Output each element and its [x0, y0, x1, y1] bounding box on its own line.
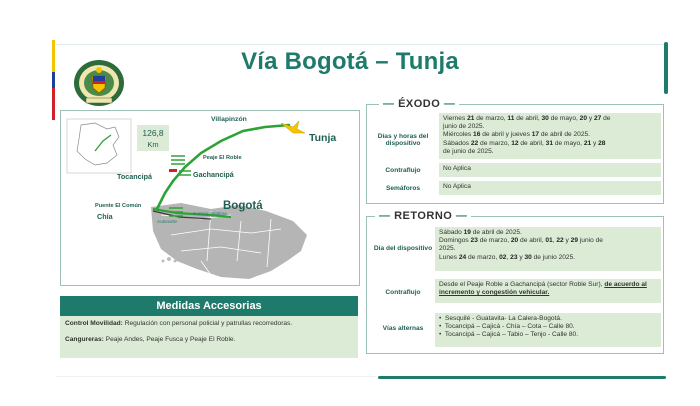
top-divider: [56, 44, 666, 45]
label-puente-comun: Puente El Común: [95, 203, 142, 209]
tunja-marker-icon: [281, 121, 305, 133]
page-title: Vía Bogotá – Tunja: [241, 48, 459, 75]
label-tunja: Tunja: [309, 132, 337, 144]
exodo-dias-value: Viernes 21 de marzo, 11 de abril, 30 de mayo, 20 y 27 de junio de 2025. Miércoles 16 de abril y jueves 17 de abril de 2025. Sábados 22 de marzo, 12 de abril, 31 de mayo, 21 y 28 de junio de 2025.: [439, 113, 661, 159]
medidas-header: Medidas Accesorias: [60, 296, 358, 316]
label-peaje-roble: Peaje El Roble: [203, 155, 242, 161]
distance-value: 126,8: [142, 128, 164, 138]
control-label: Control Movilidad:: [65, 320, 123, 327]
exodo-dias-label: Días y horas del dispositivo: [377, 133, 429, 147]
bottom-accent-bar: [378, 376, 666, 379]
label-carrera-septima: Carrera Séptima: [193, 211, 227, 216]
exodo-semaforos-label: Semáforos: [385, 185, 421, 192]
retorno-contraflujo-text: Desde el Peaje Roble a Gachancipá (sector Roble Sur),: [439, 281, 605, 288]
cangureras: [65, 336, 353, 343]
retorno-contraflujo-label: Contraflujo: [385, 289, 421, 296]
label-chia: Chía: [97, 212, 113, 221]
exodo-contraflujo-label: Contraflujo: [385, 167, 421, 174]
exodo-contraflujo-value: No Aplica: [439, 163, 661, 177]
retorno-dia-label: Día del dispositivo: [373, 245, 433, 252]
route-line: [157, 125, 289, 209]
retorno-contraflujo-link: de acuerdo al incremento y congestión vehicular.: [439, 281, 647, 297]
control-movilidad: [65, 320, 353, 327]
retorno-vias-list: [435, 313, 661, 347]
medidas-box: [60, 316, 358, 358]
exodo-title: — ÉXODO —: [379, 98, 459, 110]
roble-toll-marker: [169, 169, 177, 172]
flag-stripe-red: [52, 88, 55, 120]
route-map: [60, 110, 360, 286]
exodo-semaforos-value: No Aplica: [439, 181, 661, 195]
retorno-dia-value: Sábado 19 de abril de 2025. Domingos 23 de marzo, 20 de abril, 01, 22 y 29 junio de 2025. Lunes 24 de marzo, 02, 23 y 30 de junio 2025.: [435, 227, 661, 271]
via-item: • Sesquilé - Guatavita- La Calera-Bogotá.: [439, 315, 562, 322]
label-autonorte: Autonorte: [157, 219, 177, 224]
label-gachancipa: Gachancipá: [193, 170, 234, 179]
via-item: • Tocancipá – Cajicá - Chía – Cota – Calle 80.: [439, 323, 575, 331]
retorno-vias-label: Vías alternas: [382, 325, 424, 332]
via-item: • Tocancipá – Cajicá – Tabio – Tenjo - Calle 80.: [439, 331, 579, 339]
label-villapinzon: Villapinzón: [211, 116, 247, 123]
label-tocancipa: Tocancipá: [117, 172, 153, 181]
exodo-section: [366, 98, 664, 204]
distance-unit: Km: [147, 140, 159, 149]
retorno-contraflujo-value: [435, 279, 661, 303]
cangureras-text: Peaje Andes, Peaje Fusca y Peaje El Roble.: [103, 336, 236, 343]
retorno-title: — RETORNO —: [375, 210, 471, 222]
control-text: Regulación con personal policial y patrullas recorredoras.: [122, 320, 293, 327]
label-bogota: Bogotá: [223, 200, 263, 212]
bottom-divider-light: [56, 376, 376, 377]
cangureras-label: Cangureras:: [65, 336, 104, 343]
bogota-area: [151, 203, 307, 279]
retorno-section: [366, 210, 664, 354]
